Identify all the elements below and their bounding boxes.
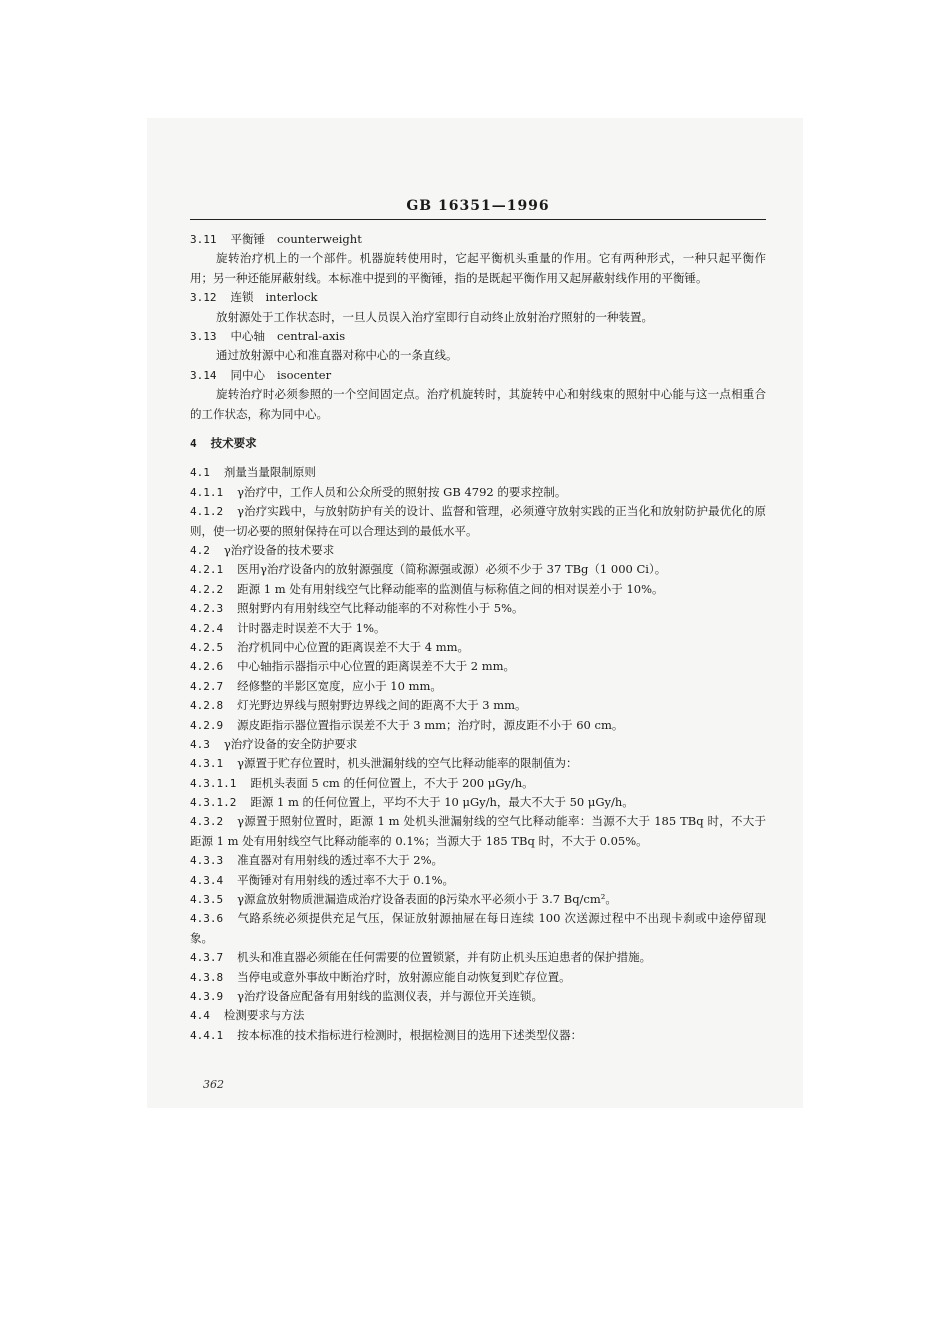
clause — [190, 1026, 766, 1045]
clause-number: 4.1 — [190, 466, 210, 480]
clause-text: 治疗机同中心位置的距离误差不大于 4 mm。 — [237, 639, 470, 654]
section-number: 4 — [190, 437, 197, 450]
clause — [190, 560, 766, 579]
definition-body: 放射源处于工作状态时，一旦人员误入治疗室即行自动终止放射治疗照射的一种装置。 — [216, 309, 653, 324]
clause-text: 中心轴指示器指示中心位置的距离误差不大于 2 mm。 — [237, 659, 516, 674]
clause-text: 平衡锤对有用射线的透过率不大于 0.1%。 — [237, 872, 454, 887]
clause-text: γ治疗中，工作人员和公众所受的照射按 GB 4792 的要求控制。 — [237, 484, 567, 499]
clause-number: 4.2 — [190, 543, 210, 557]
clause-number: 4.2.4 — [190, 621, 224, 635]
term: 平衡锤 — [230, 232, 265, 246]
clause-number: 4.3.1 — [190, 757, 224, 771]
term-english: central-axis — [277, 329, 346, 343]
clause-text: γ治疗实践中，与放射防护有关的设计、监督和管理，必须遵守放射实践的正当化和放射防护最优化的原则，使一切必要的照射保持在可以合理达到的最低水平。 — [190, 504, 766, 538]
clause-text: 医用γ治疗设备内的放射源强度（简称源强或源）必须不少于 37 TBg（1 000 Ci）。 — [237, 562, 667, 577]
clause-text: 距源 1 m 处有用射线空气比释动能率的监测值与标称值之间的相对误差小于 10%。 — [237, 581, 664, 596]
header-rule — [190, 219, 766, 220]
clause-text: 准直器对有用射线的透过率不大于 2%。 — [237, 853, 444, 868]
definition-body: 通过放射源中心和准直器对称中心的一条直线。 — [216, 348, 458, 363]
clause-number: 4.3.5 — [190, 893, 224, 907]
clause-text: γ源置于贮存位置时，机头泄漏射线的空气比释动能率的限制值为： — [237, 756, 578, 771]
clause-text: 计时器走时误差不大于 1%。 — [237, 620, 386, 635]
clause-number: 4.3.3 — [190, 854, 224, 868]
clause-text: γ治疗设备应配备有用射线的监测仪表，并与源位开关连锁。 — [237, 989, 543, 1004]
clause-number: 4.1.1 — [190, 485, 224, 499]
clause — [190, 463, 766, 482]
clause-text: 距机头表面 5 cm 的任何位置上，不大于 200 μGy/h。 — [250, 775, 534, 790]
clause — [190, 851, 766, 870]
clause-text: 剂量当量限制原则 — [223, 465, 316, 480]
term: 连锁 — [230, 290, 254, 305]
clause-text: 机头和准直器必须能在任何需要的位置锁紧，并有防止机头压迫患者的保护措施。 — [237, 950, 652, 965]
page-number: 362 — [203, 1078, 224, 1091]
clause-text: γ源盒放射物质泄漏造成治疗设备表面的β污染水平必须小于 3.7 Bq/cm²。 — [237, 892, 617, 907]
clause-number: 4.2.6 — [190, 660, 224, 674]
clause — [190, 754, 766, 773]
clause-number: 4.2.3 — [190, 602, 224, 616]
clause-text: 源皮距指示器位置指示误差不大于 3 mm；治疗时，源皮距不小于 60 cm。 — [237, 717, 624, 732]
term: 中心轴 — [230, 329, 265, 343]
term-english: interlock — [265, 290, 318, 305]
clause — [190, 502, 766, 541]
clause — [190, 812, 766, 851]
clause-number: 4.3.8 — [190, 970, 224, 984]
clause-number: 4.3.7 — [190, 951, 224, 965]
clause — [190, 890, 766, 909]
clause — [190, 619, 766, 638]
clause — [190, 774, 766, 793]
clause-number: 4.3.1.2 — [190, 796, 237, 810]
clause-text: 气路系统必须提供充足气压，保证放射源抽屉在每日连续 100 次送源过程中不出现卡刹或中途停留现象。 — [190, 911, 766, 945]
clause-number: 4.3.2 — [190, 815, 224, 829]
clause-text: 按本标准的技术指标进行检测时，根据检测目的选用下述类型仪器： — [237, 1027, 583, 1042]
clause-number: 3.12 — [190, 291, 217, 305]
clause-number: 4.3.1.1 — [190, 776, 237, 790]
section-title: 技术要求 — [210, 436, 257, 450]
clause — [190, 948, 766, 967]
clause-text: γ治疗设备的技术要求 — [223, 542, 335, 557]
clause-text: γ源置于照射位置时，距源 1 m 处机头泄漏射线的空气比释动能率：当源不大于 185 TBq 时，不大于距源 1 m 处有用射线空气比释动能率的 0.1%；当源大于 185 TBq 时，不大于 0.05%。 — [190, 814, 766, 848]
clause — [190, 987, 766, 1006]
document-body — [190, 230, 766, 1045]
definition-heading — [190, 288, 766, 307]
clause-number: 4.3.6 — [190, 912, 224, 926]
clause-number: 4.4 — [190, 1009, 210, 1023]
clause-text: 当停电或意外事故中断治疗时，放射源应能自动恢复到贮存位置。 — [237, 969, 571, 984]
standard-header: GB 16351—1996 — [406, 198, 550, 214]
clause — [190, 909, 766, 948]
clause-number: 4.1.2 — [190, 505, 224, 519]
clause-number: 4.2.1 — [190, 563, 224, 577]
clause — [190, 871, 766, 890]
definition-body: 旋转治疗时必须参照的一个空间固定点。治疗机旋转时，其旋转中心和射线束的照射中心能与这一点相重合的工作状态，称为同中心。 — [190, 387, 766, 421]
clause — [190, 735, 766, 754]
clause-text: 照射野内有用射线空气比释动能率的不对称性小于 5%。 — [237, 601, 524, 616]
definition-heading — [190, 366, 766, 385]
clause-number: 4.2.5 — [190, 640, 224, 654]
clause-text: 经修整的半影区宽度，应小于 10 mm。 — [237, 678, 442, 693]
definition-heading — [190, 230, 766, 249]
clause — [190, 1006, 766, 1025]
term-english: isocenter — [277, 367, 332, 382]
clause-number: 3.11 — [190, 233, 217, 246]
clause — [190, 580, 766, 599]
clause — [190, 793, 766, 812]
clause-text: γ治疗设备的安全防护要求 — [223, 736, 358, 751]
clause — [190, 483, 766, 502]
term-english: counterweight — [277, 232, 362, 246]
clause-number: 4.2.8 — [190, 699, 224, 713]
clause — [190, 968, 766, 987]
clause-number: 4.2.7 — [190, 679, 224, 693]
clause — [190, 657, 766, 676]
definition-heading — [190, 327, 766, 346]
clause-number: 4.3.4 — [190, 873, 224, 887]
clause — [190, 696, 766, 715]
clause — [190, 677, 766, 696]
clause — [190, 599, 766, 618]
definition-body: 旋转治疗机上的一个部件。机器旋转使用时，它起平衡机头重量的作用。它有两种形式，一种只起平衡作用；另一种还能屏蔽射线。本标准中提到的平衡锤，指的是既起平衡作用又起屏蔽射线作用的平衡锤。 — [190, 251, 766, 285]
term: 同中心 — [230, 367, 265, 382]
clause-number: 4.3 — [190, 737, 210, 751]
clause-number: 4.4.1 — [190, 1028, 224, 1042]
clause — [190, 716, 766, 735]
clause-number: 4.3.9 — [190, 990, 224, 1004]
clause — [190, 541, 766, 560]
clause-text: 距源 1 m 的任何位置上，平均不大于 10 μGy/h，最大不大于 50 μGy/h。 — [250, 795, 634, 810]
clause-number: 4.2.9 — [190, 718, 224, 732]
clause-text: 检测要求与方法 — [223, 1008, 305, 1023]
clause — [190, 638, 766, 657]
clause-number: 4.2.2 — [190, 582, 224, 596]
clause-number: 3.13 — [190, 330, 217, 343]
clause-number: 3.14 — [190, 368, 217, 382]
clause-text: 灯光野边界线与照射野边界线之间的距离不大于 3 mm。 — [237, 698, 527, 713]
section-heading — [190, 434, 766, 453]
